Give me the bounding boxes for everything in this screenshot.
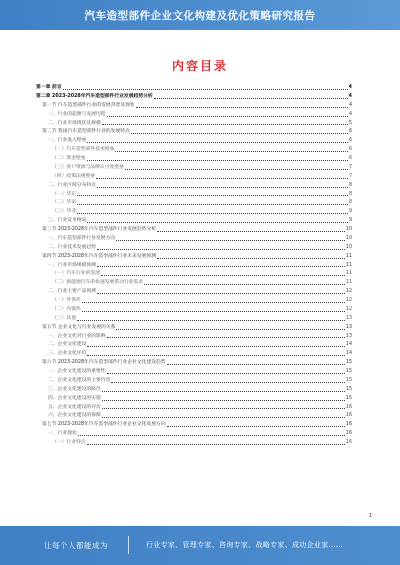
toc-entry-label: 一、汽车造型部件行业发展方向 (48, 235, 116, 241)
toc-entry[interactable] (36, 377, 352, 386)
toc-entry-page: 4 (348, 85, 352, 90)
toc-entry-label: 一、企业文化对行业的影响 (48, 333, 106, 339)
toc-entry[interactable] (36, 217, 352, 226)
toc-entry[interactable] (36, 421, 352, 430)
toc-entry-label: 六、企业文化建设的保障 (48, 413, 101, 419)
toc-leader-dots (77, 317, 345, 321)
toc-leader-dots (87, 219, 348, 223)
toc-entry-page: 4 (348, 93, 352, 99)
toc-entry-page: 5 (348, 120, 352, 126)
toc-entry-page: 16 (345, 404, 352, 410)
toc-entry[interactable] (36, 333, 352, 342)
toc-entry-label: （三）其他 (52, 315, 76, 321)
toc-entry-page: 14 (345, 342, 352, 348)
toc-entry-page: 13 (345, 324, 352, 330)
toc-entry-page: 12 (345, 306, 352, 312)
page-number: 1 (368, 513, 372, 519)
toc-entry-page: 8 (348, 191, 352, 197)
toc-leader-dots (87, 139, 348, 143)
toc-leader-dots (63, 86, 348, 90)
toc-entry-page: 15 (345, 377, 352, 383)
toc-leader-dots (111, 379, 345, 383)
footer-tagline: 行业专家、管理专家、咨询专家、战略专家、成功企业家…… (146, 541, 344, 549)
toc-leader-dots (101, 272, 345, 276)
toc-entry-label: （三）华北 (52, 209, 76, 215)
toc-leader-dots (107, 370, 345, 374)
toc-entry-label: 四、企业文化建设的实施 (48, 395, 101, 401)
toc-entry-label: 第一章 前言 (36, 85, 62, 90)
toc-entry[interactable] (36, 155, 352, 164)
toc-entry-page: 12 (345, 289, 352, 295)
toc-leader-dots (167, 361, 345, 365)
toc-leader-dots (82, 299, 345, 303)
toc-entry-label: 第六节 2023-2028年汽车造型部件行业企业文化建设趋势 (42, 360, 166, 366)
toc-entry[interactable] (36, 315, 352, 324)
toc-leader-dots (87, 343, 345, 347)
toc-leader-dots (116, 326, 344, 330)
toc-entry-label: 二、行业主要产品预测 (48, 289, 96, 295)
toc-entry-page: 9 (348, 218, 352, 224)
toc-entry-label: 二、企业文化建设的主要内容 (48, 377, 111, 383)
toc-entry[interactable] (36, 199, 352, 208)
toc-leader-dots (102, 405, 345, 409)
toc-entry-label: （一）汽车造型部件技术壁垒 (52, 147, 115, 153)
toc-entry-label: 第二节 我国汽车造型部件行业的发展特点 (42, 129, 130, 135)
toc-entry-page: 11 (345, 262, 352, 268)
toc-entry-label: 第二章 2023-2028年汽车造型部件行业发展趋势分析 (36, 93, 153, 99)
toc-entry-page: 11 (345, 271, 352, 277)
toc-entry-label: （三）客户资源与品牌认可度壁垒 (52, 164, 124, 170)
toc-entry-label: 一、行业进入壁垒 (48, 138, 87, 144)
toc-entry-label: （一）外饰件 (52, 298, 81, 303)
toc-entry[interactable] (36, 253, 352, 262)
toc-entry[interactable] (36, 279, 352, 288)
toc-leader-dots (97, 184, 348, 188)
toc-leader-dots (97, 246, 345, 250)
toc-leader-dots (107, 334, 345, 338)
toc-leader-dots (167, 423, 345, 427)
toc-entry[interactable] (36, 404, 352, 413)
toc-leader-dots (87, 157, 348, 161)
toc-entry-page: 16 (345, 422, 352, 428)
toc-entry-label: 第三节 2023-2028年汽车造型部件行业发展趋势分析 (42, 227, 157, 232)
toc-entry[interactable] (36, 412, 352, 421)
toc-leader-dots (78, 432, 345, 436)
toc-entry-label: 一、行业市场规模预测 (48, 262, 96, 268)
toc-entry[interactable] (36, 191, 352, 200)
toc-entry-label: 二、行业市场现状及规模 (48, 120, 101, 126)
toc-leader-dots (116, 237, 345, 241)
toc-entry[interactable] (36, 137, 352, 146)
toc-entry[interactable] (36, 235, 352, 244)
toc-leader-dots (87, 441, 345, 445)
toc-entry-label: （一）行业特点 (52, 440, 86, 445)
toc-entry-label: 三、行业竞争格局 (48, 218, 87, 224)
toc-entry-page: 10 (345, 244, 352, 250)
toc-entry-page: 13 (345, 333, 352, 339)
toc-entry-label: 二、行业区域分布特点 (48, 182, 96, 188)
toc-entry-page: 8 (348, 200, 352, 206)
toc-entry-page: 6 (348, 147, 352, 153)
toc-entry-label: 二、企业文化建设 (48, 342, 87, 348)
toc-entry-page: 13 (345, 315, 352, 321)
toc-entry-label: 第五节 企业文化与行业发展的关系 (42, 324, 116, 330)
toc-entry-page: 16 (345, 413, 352, 419)
toc-entry-label: 二、行业技术发展趋势 (48, 244, 96, 250)
toc-leader-dots (102, 388, 345, 392)
toc-entry-page: 12 (345, 298, 352, 303)
document-footer (0, 526, 400, 565)
toc-entry-label: 三、企业文化建设的路径 (48, 386, 101, 392)
toc-entry[interactable] (36, 173, 352, 182)
toc-entry-page: 16 (345, 440, 352, 445)
toc-entry-page: 10 (345, 235, 352, 241)
toc-entry-page: 4 (348, 102, 352, 108)
toc-entry[interactable] (36, 359, 352, 368)
toc-leader-dots (77, 210, 348, 214)
toc-entry-page: 7 (348, 173, 352, 179)
toc-entry[interactable] (36, 208, 352, 217)
toc-entry-page: 15 (345, 360, 352, 366)
toc-entry-page: 8 (348, 182, 352, 188)
toc-leader-dots (97, 263, 345, 267)
toc-entry[interactable] (36, 439, 352, 448)
toc-entry[interactable] (36, 368, 352, 377)
document-header (0, 0, 400, 30)
toc-entry-page: 6 (348, 138, 352, 144)
toc-entry-page: 4 (348, 111, 352, 117)
toc-leader-dots (154, 95, 348, 99)
toc-leader-dots (115, 148, 348, 152)
toc-entry[interactable] (36, 324, 352, 333)
toc-entry[interactable] (36, 395, 352, 404)
footer-slogan: 让每个人都能成为 (44, 541, 108, 550)
toc-entry-label: 第四节 2023-2028年汽车造型部件行业未来发展预测 (42, 253, 157, 259)
toc-entry-label: （二）资金壁垒 (52, 156, 86, 161)
document-title: 汽车造型部件企业文化构建及优化策略研究报告 (84, 10, 316, 22)
toc-entry-label: 第一节 汽车造型部件行业的发展背景及现状 (42, 102, 135, 108)
toc-entry-page: 11 (345, 280, 352, 286)
footer-divider (128, 536, 129, 554)
toc-entry[interactable] (36, 102, 352, 111)
toc-entry-label: （二）内饰件 (52, 306, 81, 312)
toc-entry-label: 一、企业文化建设的重要性 (48, 369, 106, 374)
toc-entry-label: （一）华东 (52, 191, 76, 197)
toc-entry-page: 15 (345, 386, 352, 392)
toc-leader-dots (77, 201, 348, 205)
toc-entry-page: 15 (345, 395, 352, 401)
toc-entry-label: 五、企业文化建设的评价 (48, 404, 101, 410)
toc-entry[interactable] (36, 262, 352, 271)
toc-entry[interactable] (36, 120, 352, 129)
toc-entry-page: 7 (348, 164, 352, 170)
toc-entry-label: 三、企业文化评价 (48, 351, 87, 357)
toc-entry-page: 6 (348, 156, 352, 161)
toc-entry[interactable] (36, 306, 352, 315)
toc-entry-page: 14 (345, 351, 352, 357)
toc-leader-dots (157, 228, 345, 232)
toc-leader-dots (97, 290, 345, 294)
toc-entry-label: 一、行业现状 (48, 431, 77, 437)
toc-entry[interactable] (36, 84, 352, 93)
toc-entry-page: 9 (348, 209, 352, 215)
table-of-contents (36, 84, 352, 448)
toc-entry-label: （四）政策法规壁垒 (52, 173, 96, 179)
toc-entry[interactable] (36, 270, 352, 279)
toc-entry[interactable] (36, 288, 352, 297)
toc-entry-label: （一）汽车行业的发展 (52, 271, 100, 277)
toc-entry-label: 第七节 2023-2028年汽车造型部件行业企业文化发展方向 (42, 422, 166, 428)
toc-leader-dots (107, 113, 348, 117)
toc-entry-page: 6 (348, 129, 352, 135)
toc-leader-dots (102, 121, 348, 125)
toc-entry[interactable] (36, 297, 352, 306)
toc-leader-dots (136, 104, 348, 108)
toc-leader-dots (102, 397, 345, 401)
toc-entry-label: 一、行业的起源与发展历程 (48, 111, 106, 117)
toc-entry[interactable] (36, 146, 352, 155)
toc-entry-label: （二）华南 (52, 200, 76, 206)
toc-leader-dots (144, 281, 345, 285)
toc-entry[interactable] (36, 430, 352, 439)
toc-leader-dots (131, 130, 348, 134)
toc-leader-dots (157, 255, 345, 259)
toc-leader-dots (77, 192, 348, 196)
toc-leader-dots (125, 166, 348, 170)
toc-entry[interactable] (36, 386, 352, 395)
toc-leader-dots (96, 175, 348, 179)
toc-entry[interactable] (36, 244, 352, 253)
toc-entry[interactable] (36, 93, 352, 102)
toc-entry[interactable] (36, 182, 352, 191)
toc-heading: 内容目录 (171, 59, 228, 73)
toc-entry[interactable] (36, 341, 352, 350)
toc-entry-label: （二）新能源汽车的快速发展带动行业需求 (52, 280, 144, 286)
toc-entry[interactable] (36, 226, 352, 235)
toc-entry[interactable] (36, 128, 352, 137)
toc-entry-page: 10 (345, 227, 352, 232)
toc-leader-dots (102, 414, 345, 418)
toc-entry-page: 16 (345, 431, 352, 437)
toc-leader-dots (87, 352, 345, 356)
toc-leader-dots (82, 308, 345, 312)
toc-entry-page: 15 (345, 369, 352, 374)
toc-entry-page: 11 (345, 253, 352, 259)
toc-entry[interactable] (36, 350, 352, 359)
toc-entry[interactable] (36, 111, 352, 120)
toc-entry[interactable] (36, 164, 352, 173)
